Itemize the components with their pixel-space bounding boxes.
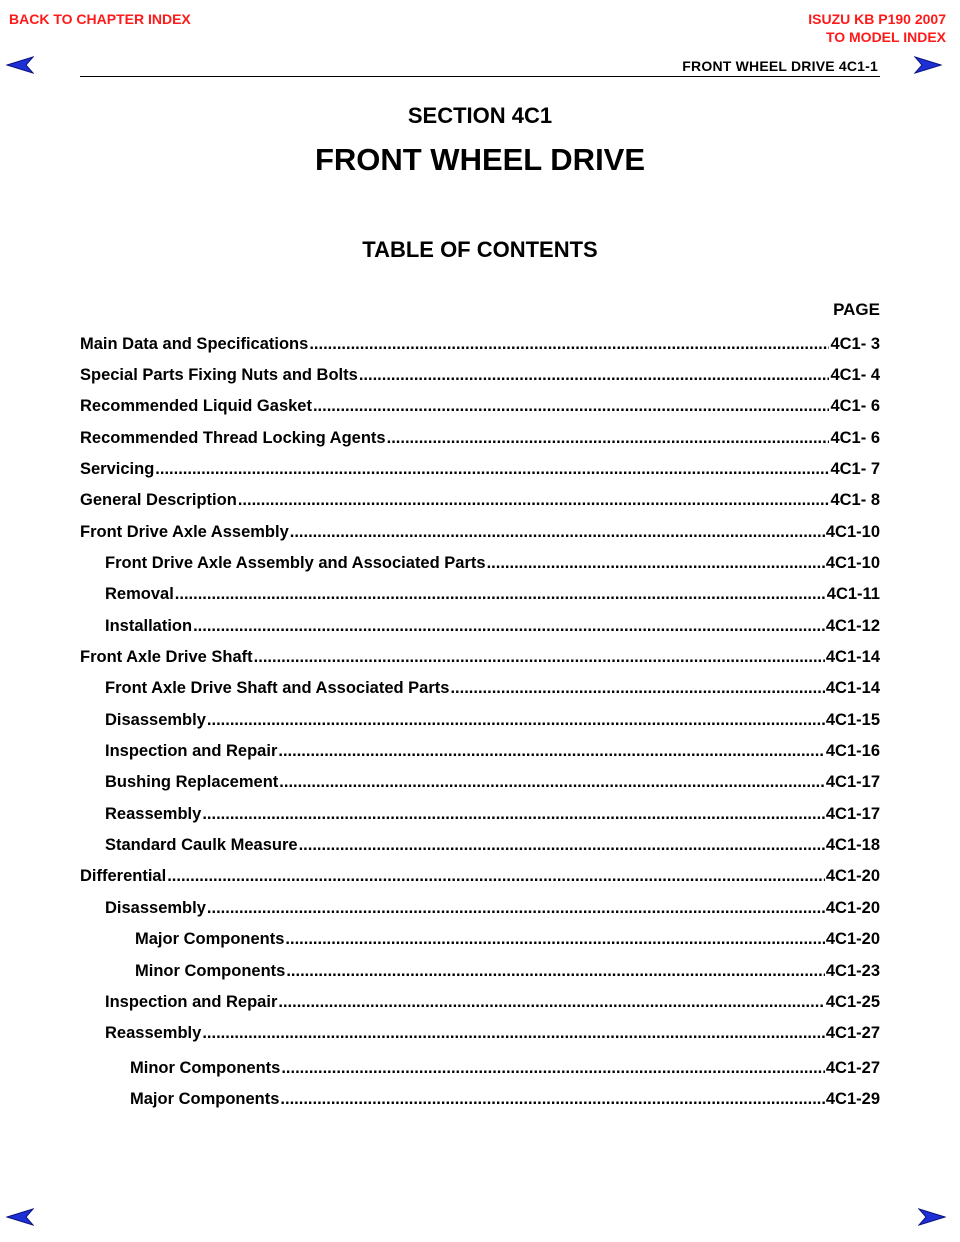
toc-entry-page: 4C1-23	[825, 962, 880, 980]
toc-entry-page: 4C1- 4	[830, 366, 880, 384]
toc-entry-label: Reassembly	[105, 1024, 202, 1042]
toc-dot-leader	[290, 522, 825, 542]
toc-entry[interactable]	[105, 833, 880, 855]
toc-dot-leader	[285, 929, 824, 949]
toc-entry-page: 4C1-10	[825, 523, 880, 541]
toc-dot-leader	[254, 647, 825, 667]
toc-entry[interactable]	[80, 426, 880, 448]
toc-entry-page: 4C1- 6	[830, 397, 880, 415]
toc-entry-label: Inspection and Repair	[105, 742, 278, 760]
toc-entry-page: 4C1-20	[825, 930, 880, 948]
toc-entry-label: Servicing	[80, 460, 155, 478]
toc-entry-page: 4C1- 7	[830, 460, 880, 478]
toc-entry-page: 4C1-27	[825, 1059, 880, 1077]
toc-dot-leader	[281, 1058, 825, 1078]
toc-entry[interactable]	[80, 520, 880, 542]
toc-dot-leader	[450, 678, 824, 698]
toc-entry[interactable]	[105, 739, 880, 761]
toc-entry[interactable]	[80, 864, 880, 886]
header-rule	[80, 76, 880, 77]
toc-entry-label: Front Drive Axle Assembly	[80, 523, 289, 541]
left-arrow-icon[interactable]	[6, 1208, 34, 1226]
toc-entry[interactable]	[105, 770, 880, 792]
toc-dot-leader	[278, 741, 825, 761]
right-arrow-icon[interactable]	[918, 1208, 946, 1226]
toc-entry[interactable]	[130, 1056, 880, 1078]
toc-entry-page: 4C1-16	[825, 742, 880, 760]
toc-dot-leader	[313, 396, 830, 416]
to-model-index-link[interactable]: TO MODEL INDEX	[825, 29, 946, 45]
toc-title: TABLE OF CONTENTS	[362, 237, 598, 262]
section-label: SECTION 4C1	[407, 103, 553, 128]
toc-entry-label: Front Axle Drive Shaft	[80, 648, 253, 666]
toc-dot-leader	[299, 835, 825, 855]
toc-entry-label: Disassembly	[105, 711, 206, 729]
toc-entry-page: 4C1-11	[826, 585, 880, 603]
toc-entry[interactable]	[80, 488, 880, 510]
toc-entry[interactable]	[105, 708, 880, 730]
section-title: FRONT WHEEL DRIVE	[314, 142, 646, 177]
toc-entry-label: General Description	[80, 491, 237, 509]
toc-dot-leader	[238, 490, 830, 510]
toc-entry-label: Removal	[105, 585, 174, 603]
toc-entry[interactable]	[105, 1021, 880, 1043]
toc-entry[interactable]	[80, 332, 880, 354]
toc-dot-leader	[193, 616, 825, 636]
toc-dot-leader	[167, 866, 825, 886]
toc-entry-page: 4C1-20	[825, 899, 880, 917]
toc-entry-label: Differential	[80, 867, 167, 885]
toc-dot-leader	[487, 553, 825, 573]
toc-dot-leader	[202, 1023, 825, 1043]
toc-entry[interactable]	[80, 645, 880, 667]
toc-dot-leader	[202, 804, 825, 824]
toc-entry-label: Front Axle Drive Shaft and Associated Parts	[105, 679, 450, 697]
toc-entry[interactable]	[105, 896, 880, 918]
toc-entry-page: 4C1-14	[825, 679, 880, 697]
back-to-chapter-index-link[interactable]: BACK TO CHAPTER INDEX	[9, 11, 191, 27]
toc-entry-label: Recommended Thread Locking Agents	[80, 429, 386, 447]
toc-entry-page: 4C1-27	[825, 1024, 880, 1042]
toc-entry-page: 4C1-10	[825, 554, 880, 572]
toc-entry-page: 4C1-18	[825, 836, 880, 854]
model-title-link[interactable]: ISUZU KB P190 2007	[808, 11, 946, 27]
toc-entry-label: Major Components	[135, 930, 285, 948]
toc-entry[interactable]	[135, 959, 880, 981]
toc-entry-label: Reassembly	[105, 805, 202, 823]
toc-entry-page: 4C1- 6	[830, 429, 880, 447]
toc-entry[interactable]	[80, 394, 880, 416]
toc-entry-page: 4C1-29	[825, 1090, 880, 1108]
toc-dot-leader	[387, 428, 830, 448]
toc-entry-page: 4C1-25	[825, 993, 880, 1011]
toc-dot-leader	[286, 961, 825, 981]
toc-dot-leader	[155, 459, 829, 479]
toc-dot-leader	[278, 992, 825, 1012]
toc-entry-label: Main Data and Specifications	[80, 335, 309, 353]
toc-entry[interactable]	[80, 363, 880, 385]
toc-entry-label: Standard Caulk Measure	[105, 836, 298, 854]
toc-entry-label: Inspection and Repair	[105, 993, 278, 1011]
toc-dot-leader	[207, 710, 825, 730]
toc-entry[interactable]	[105, 582, 880, 604]
toc-entry-page: 4C1-12	[825, 617, 880, 635]
toc-entry-page: 4C1-15	[825, 711, 880, 729]
toc-entry[interactable]	[105, 802, 880, 824]
right-arrow-icon[interactable]	[914, 56, 942, 74]
toc-entry-label: Special Parts Fixing Nuts and Bolts	[80, 366, 358, 384]
toc-entry-label: Disassembly	[105, 899, 206, 917]
toc-dot-leader	[175, 584, 826, 604]
toc-entry[interactable]	[105, 551, 880, 573]
toc-entry[interactable]	[105, 990, 880, 1012]
toc-entry-page: 4C1-17	[825, 773, 880, 791]
toc-entry[interactable]	[80, 457, 880, 479]
toc-entry[interactable]	[105, 676, 880, 698]
toc-entry-label: Front Drive Axle Assembly and Associated Parts	[105, 554, 486, 572]
toc-dot-leader	[359, 365, 830, 385]
toc-entry-page: 4C1- 8	[830, 491, 880, 509]
toc-dot-leader	[207, 898, 825, 918]
toc-entry-page: 4C1-14	[825, 648, 880, 666]
toc-entry-label: Recommended Liquid Gasket	[80, 397, 312, 415]
toc-dot-leader	[309, 334, 829, 354]
toc-dot-leader	[279, 772, 825, 792]
left-arrow-icon[interactable]	[6, 56, 34, 74]
toc-entry-label: Minor Components	[135, 962, 286, 980]
toc-entry-label: Installation	[105, 617, 193, 635]
running-header: FRONT WHEEL DRIVE 4C1-1	[682, 58, 878, 74]
toc-entry[interactable]	[130, 1087, 880, 1109]
toc-entry-label: Minor Components	[130, 1059, 281, 1077]
toc-entry-label: Major Components	[130, 1090, 280, 1108]
toc-entry-page: 4C1-20	[825, 867, 880, 885]
toc-entry[interactable]	[135, 927, 880, 949]
page-column-label: PAGE	[833, 300, 880, 319]
toc-dot-leader	[280, 1089, 824, 1109]
toc-entry[interactable]	[105, 614, 880, 636]
toc-entry-label: Bushing Replacement	[105, 773, 279, 791]
toc-entry-page: 4C1- 3	[830, 335, 880, 353]
toc-entry-page: 4C1-17	[825, 805, 880, 823]
